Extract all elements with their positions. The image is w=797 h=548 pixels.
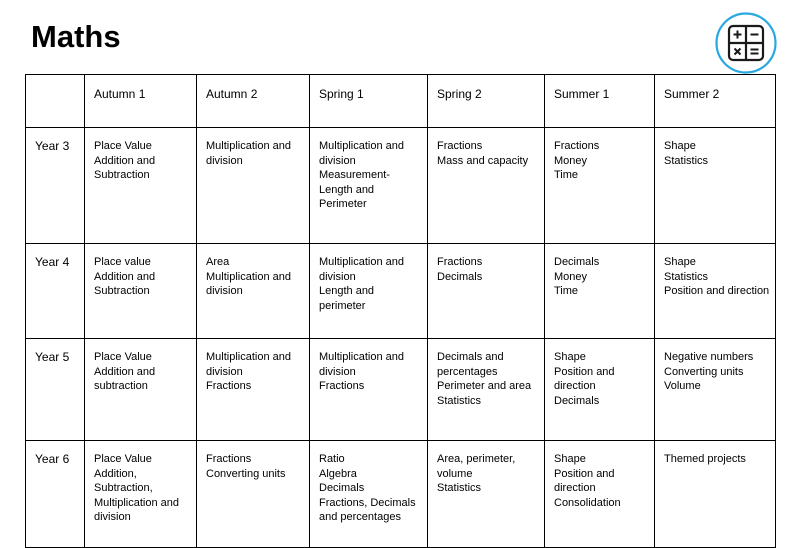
- topic-cell: [310, 128, 428, 244]
- topic-line: Multiplication and: [319, 140, 404, 152]
- topic-line: Multiplication and: [206, 140, 291, 152]
- topic-line: Fractions: [554, 140, 600, 152]
- topic-line: division: [94, 511, 131, 523]
- header-spring-2: Spring 2: [428, 75, 545, 128]
- topic-line: volume: [437, 467, 473, 480]
- topic-line: perimeter: [319, 299, 366, 312]
- topic-line: Addition,: [94, 467, 137, 480]
- topic-cell: [428, 128, 545, 244]
- topic-cell: [655, 244, 776, 339]
- topic-line: Ratio: [319, 453, 345, 465]
- year-label: Year 4: [26, 244, 85, 339]
- header-summer-1: Summer 1: [545, 75, 655, 128]
- topic-line: Addition and: [94, 154, 156, 167]
- table-row: [26, 128, 776, 244]
- topic-line: and percentages: [319, 511, 401, 523]
- topic-line: Place value: [94, 256, 151, 268]
- topic-line: division: [206, 154, 243, 167]
- topic-line: direction: [554, 482, 596, 494]
- topic-line: Decimals: [554, 256, 600, 268]
- topic-line: Fractions: [437, 256, 483, 268]
- header-spring-1: Spring 1: [310, 75, 428, 128]
- year-label: Year 5: [26, 339, 85, 441]
- topic-line: Length and: [319, 285, 375, 297]
- topic-line: Addition and: [94, 270, 156, 283]
- topic-line: Decimals: [437, 270, 483, 283]
- corner-cell: [26, 75, 85, 128]
- header-autumn-1: Autumn 1: [85, 75, 197, 128]
- topic-line: division: [319, 154, 356, 167]
- topic-line: Subtraction: [94, 285, 150, 297]
- topic-cell: [545, 441, 655, 548]
- topic-cell: [655, 441, 776, 548]
- topic-line: Decimals: [319, 482, 365, 494]
- header-summer-2: Summer 2: [655, 75, 776, 128]
- topic-cell: [85, 128, 197, 244]
- topic-line: Negative numbers: [664, 351, 754, 363]
- topic-cell: [310, 244, 428, 339]
- topic-line: Algebra: [319, 467, 357, 480]
- topic-line: Statistics: [437, 482, 482, 494]
- topic-cell: [545, 244, 655, 339]
- topic-line: Place Value: [94, 140, 152, 152]
- topic-line: Multiplication and: [319, 351, 404, 363]
- topic-line: Shape: [554, 351, 586, 363]
- topic-line: Length and: [319, 183, 375, 196]
- topic-line: Converting units: [664, 365, 744, 378]
- topic-cell: [197, 339, 310, 441]
- topic-line: Money: [554, 154, 588, 167]
- header-autumn-2: Autumn 2: [197, 75, 310, 128]
- topic-cell: [428, 244, 545, 339]
- topic-line: Position and direction: [664, 285, 770, 297]
- topic-line: Time: [554, 169, 579, 181]
- topic-line: Fractions: [437, 140, 483, 152]
- topic-line: Fractions: [206, 453, 252, 465]
- topic-line: Statistics: [437, 394, 482, 407]
- topic-line: direction: [554, 380, 596, 392]
- topic-line: division: [206, 285, 243, 297]
- table-row: [26, 244, 776, 339]
- topic-line: Money: [554, 270, 588, 283]
- topic-line: Multiplication and: [94, 496, 179, 509]
- calculator-icon: [715, 12, 777, 74]
- topic-line: Shape: [664, 140, 696, 152]
- topic-line: Perimeter and area: [437, 380, 532, 392]
- topic-cell: [197, 441, 310, 548]
- topic-line: Multiplication and: [206, 351, 291, 363]
- topic-line: subtraction: [94, 380, 148, 392]
- topic-cell: [310, 441, 428, 548]
- topic-line: Position and: [554, 467, 615, 480]
- topic-line: Subtraction,: [94, 482, 153, 494]
- page-title: Maths: [31, 19, 121, 54]
- topic-line: Multiplication and: [206, 270, 291, 283]
- topic-line: Shape: [664, 256, 696, 268]
- year-label: Year 6: [26, 441, 85, 548]
- table-header-row: [26, 75, 776, 128]
- topic-line: Fractions: [206, 380, 252, 392]
- year-label: Year 3: [26, 128, 85, 244]
- topic-cell: [197, 128, 310, 244]
- topic-cell: [197, 244, 310, 339]
- topic-line: Decimals: [554, 394, 600, 407]
- topic-cell: [428, 441, 545, 548]
- topic-cell: [85, 339, 197, 441]
- topic-line: Measurement-: [319, 169, 390, 181]
- topic-cell: [545, 128, 655, 244]
- topic-line: Multiplication and: [319, 256, 404, 268]
- topic-line: Time: [554, 285, 579, 297]
- topic-line: Converting units: [206, 467, 286, 480]
- topic-line: percentages: [437, 365, 498, 378]
- topic-line: Position and: [554, 365, 615, 378]
- topic-line: Area: [206, 256, 230, 268]
- topic-line: Fractions: [319, 380, 365, 392]
- curriculum-table: [25, 74, 776, 548]
- topic-cell: [655, 128, 776, 244]
- topic-line: Themed projects: [664, 453, 746, 465]
- topic-line: Place Value: [94, 351, 152, 363]
- topic-line: Consolidation: [554, 496, 621, 509]
- topic-line: Subtraction: [94, 169, 150, 181]
- topic-line: Decimals and: [437, 351, 504, 363]
- topic-cell: [310, 339, 428, 441]
- topic-cell: [655, 339, 776, 441]
- table-row: [26, 339, 776, 441]
- topic-cell: [85, 244, 197, 339]
- topic-line: Addition and: [94, 365, 156, 378]
- topic-line: Fractions, Decimals: [319, 496, 416, 509]
- topic-line: Shape: [554, 453, 586, 465]
- table-row: [26, 441, 776, 548]
- topic-line: division: [206, 365, 243, 378]
- topic-cell: [428, 339, 545, 441]
- topic-line: Statistics: [664, 270, 709, 283]
- topic-line: division: [319, 270, 356, 283]
- topic-cell: [545, 339, 655, 441]
- topic-cell: [85, 441, 197, 548]
- topic-line: Place Value: [94, 453, 152, 465]
- topic-line: Statistics: [664, 154, 709, 167]
- topic-line: Area, perimeter,: [437, 453, 516, 465]
- topic-line: Volume: [664, 380, 701, 392]
- topic-line: Perimeter: [319, 198, 367, 210]
- topic-line: Mass and capacity: [437, 154, 529, 167]
- topic-line: division: [319, 365, 356, 378]
